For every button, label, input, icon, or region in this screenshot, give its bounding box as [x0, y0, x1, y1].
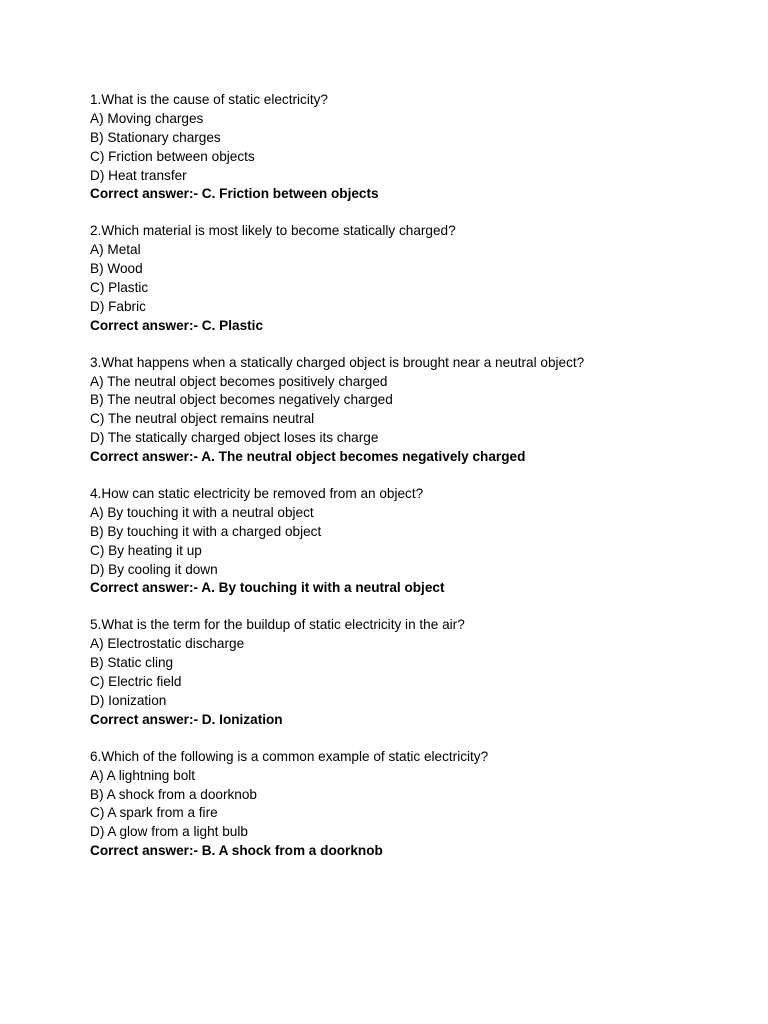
- question-block-4: [90, 485, 730, 598]
- correct-answer: Correct answer:- A. The neutral object becomes negatively charged: [90, 449, 526, 465]
- option-b: B) Static cling: [90, 655, 174, 671]
- correct-answer: Correct answer:- A. By touching it with a neutral object: [90, 580, 445, 596]
- option-a: A) By touching it with a neutral object: [90, 504, 314, 520]
- option-b: B) Wood: [90, 261, 143, 277]
- correct-answer: Correct answer:- B. A shock from a doorknob: [90, 843, 383, 859]
- option-a: A) Metal: [90, 242, 141, 258]
- option-b: B) By touching it with a charged object: [90, 523, 322, 539]
- question-text: 1.What is the cause of static electricity?: [90, 92, 328, 107]
- question-text: 3.What happens when a statically charged object is brought near a neutral object?: [90, 354, 585, 370]
- option-a: A) A lightning bolt: [90, 767, 196, 783]
- option-c: C) A spark from a fire: [90, 805, 218, 821]
- option-b: B) A shock from a doorknob: [90, 786, 257, 802]
- option-d: D) The statically charged object loses its charge: [90, 430, 379, 446]
- question-block-2: [90, 222, 730, 335]
- option-c: C) By heating it up: [90, 542, 202, 558]
- option-d: D) Ionization: [90, 692, 167, 708]
- question-block-1: [90, 91, 730, 204]
- option-c: C) Plastic: [90, 280, 149, 296]
- option-a: A) Electrostatic discharge: [90, 636, 245, 652]
- option-b: B) The neutral object becomes negatively charged: [90, 392, 393, 408]
- correct-answer: Correct answer:- D. Ionization: [90, 711, 283, 727]
- option-c: C) The neutral object remains neutral: [90, 411, 315, 427]
- question-text: 5.What is the term for the buildup of static electricity in the air?: [90, 617, 465, 633]
- option-c: C) Friction between objects: [90, 148, 255, 164]
- question-block-6: [90, 748, 730, 861]
- question-block-3: [90, 354, 730, 467]
- quiz-content: [90, 91, 730, 879]
- option-d: D) A glow from a light bulb: [90, 824, 248, 840]
- option-b: B) Stationary charges: [90, 129, 221, 145]
- option-a: A) Moving charges: [90, 110, 204, 126]
- question-text: 2.Which material is most likely to become statically charged?: [90, 223, 456, 239]
- question-text: 6.Which of the following is a common example of static electricity?: [90, 748, 489, 764]
- option-d: D) By cooling it down: [90, 561, 218, 577]
- option-d: D) Fabric: [90, 298, 146, 314]
- correct-answer: Correct answer:- C. Friction between objects: [90, 186, 379, 202]
- question-block-5: [90, 616, 730, 729]
- question-text: 4.How can static electricity be removed from an object?: [90, 486, 424, 502]
- option-d: D) Heat transfer: [90, 167, 187, 183]
- correct-answer: Correct answer:- C. Plastic: [90, 317, 264, 333]
- option-c: C) Electric field: [90, 674, 182, 690]
- option-a: A) The neutral object becomes positively charged: [90, 373, 388, 389]
